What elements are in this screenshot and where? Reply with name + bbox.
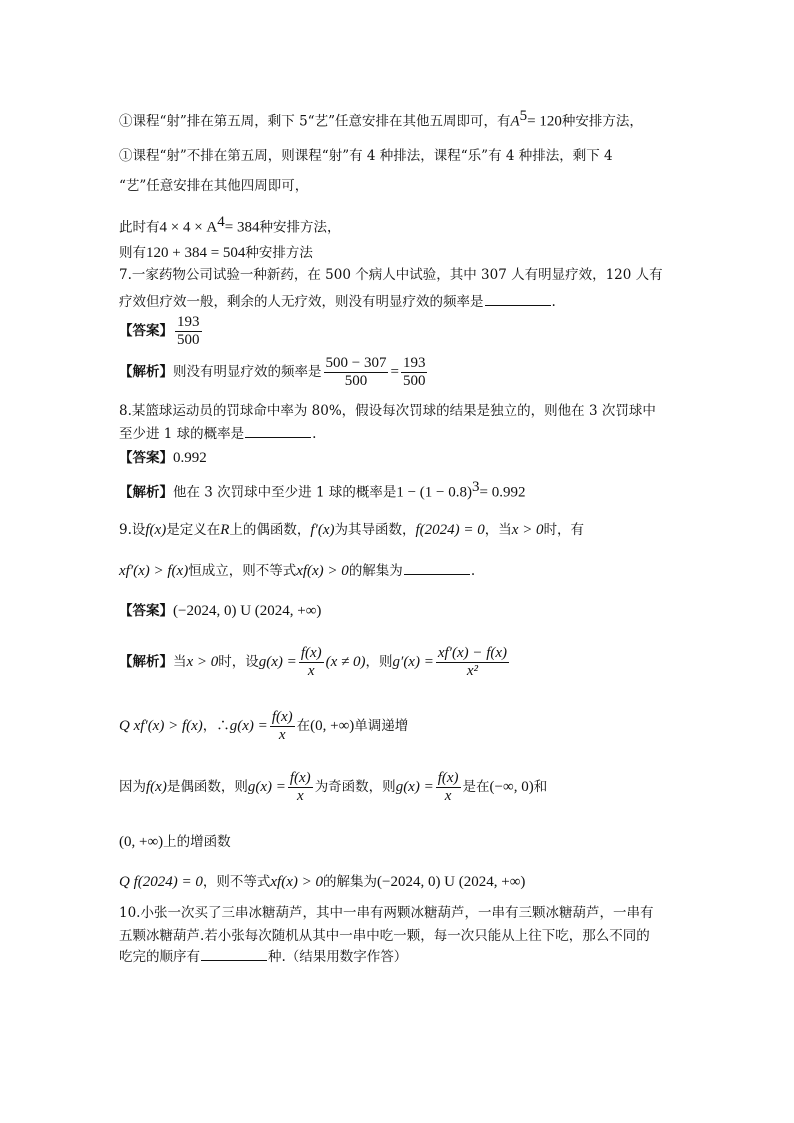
- question-10-text-3: 吃完的顺序有 种.（结果用数字作答）: [119, 949, 408, 965]
- question-8-text-cont: 至少进 1 球的概率是 .: [119, 426, 317, 442]
- answer-blank: [485, 292, 551, 306]
- answer-blank: [245, 424, 311, 438]
- question-9-analysis-5: Q f(2024) = 0，则不等式xf(x) > 0的解集为(−2024, 0) U (2024, +∞): [119, 874, 526, 890]
- solution-line-case1: ①课程“射”排在第五周，剩下 5“艺”任意安排在其他五周即可，有$A^5= 120$种安排方法，: [119, 108, 643, 130]
- solution-line-case2-cont: “艺”任意安排在其他四周即可，: [119, 178, 309, 194]
- question-8-analysis: 【解析】他在 3 次罚球中至少进 1 球的概率是$1 - (1 - 0.8)^3= 0.992$: [119, 479, 526, 501]
- fraction: $\frac{500 - 307}{500}$: [325, 355, 387, 389]
- fraction: $\frac{f(x)}{x}$: [289, 770, 311, 804]
- question-9-analysis-2: Q xf′(x) > f(x)，∴g(x) = $\frac{f(x)}{x}$ 在(0, +∞)单调递增: [119, 709, 409, 743]
- question-10-text-2: 五颗冰糖葫芦.若小张每次随机从其中一串中吃一颗，每一次只能从上往下吃，那么不同的: [119, 928, 650, 944]
- fraction: $\frac{f(x)}{x}$: [437, 770, 459, 804]
- solution-line-total: 则有120 + 384 = 504种安排方法: [119, 245, 313, 261]
- fraction: $\frac{193}{500}$: [177, 314, 200, 348]
- fraction: $\frac{f(x)}{x}$: [271, 709, 293, 743]
- question-8-text: 8.某篮球运动员的罚球命中率为 80%，假设每次罚球的结果是独立的，则他在 3 次罚球中: [119, 403, 656, 419]
- question-9-analysis-1: 【解析】当x > 0时，设g(x) = $\frac{f(x)}{x}$ (x ≠ 0)，则g′(x) = $\frac{xf'(x) - f(x)}{\text{x²}}$: [119, 645, 508, 679]
- solution-line-case2: ①课程“射”不排在第五周，则课程“射”有 4 种排法，课程“乐”有 4 种排法，剩下 4: [119, 148, 613, 164]
- question-7-text: 7.一家药物公司试验一种新药，在 500 个病人中试验，其中 307 人有明显疗效，120 人有: [119, 267, 663, 283]
- answer-blank: [404, 561, 470, 575]
- question-9-text-cont: xf′(x) > f(x)恒成立，则不等式xf(x) > 0的解集为 .: [119, 563, 476, 579]
- question-9-analysis-4: (0, +∞)上的增函数: [119, 834, 231, 850]
- question-7-text-cont: 疗效但疗效一般，剩余的人无疗效，则没有明显疗效的频率是 .: [119, 294, 556, 310]
- question-10-text: 10.小张一次买了三串冰糖葫芦，其中一串有两颗冰糖葫芦，一串有三颗冰糖葫芦，一串有: [119, 905, 654, 921]
- solution-line-count: 此时有$4 \times 4 \times A^4= 384$种安排方法，: [119, 214, 341, 236]
- fraction: $\frac{xf'(x) - f(x)}{\text{x²}}$: [437, 645, 508, 679]
- question-8-answer: 【答案】0.992: [119, 450, 207, 466]
- question-9-text: 9.设f(x)是定义在R上的偶函数，f′(x)为其导函数，f(2024) = 0，当x > 0时，有: [119, 522, 585, 538]
- fraction: $\frac{193}{500}$: [402, 355, 426, 389]
- question-7-analysis: 【解析】则没有明显疗效的频率是 $\frac{500 - 307}{500}$ = $\frac{193}{500}$: [119, 355, 426, 389]
- question-9-answer: 【答案】(−2024, 0) U (2024, +∞): [119, 603, 322, 619]
- question-7-answer: 【答案】 $\frac{193}{500}$: [119, 314, 200, 348]
- answer-blank: [201, 947, 267, 961]
- fraction: $\frac{f(x)}{x}$: [300, 645, 322, 679]
- question-9-analysis-3: 因为f(x)是偶函数，则g(x) = $\frac{f(x)}{x}$ 为奇函数，则g(x) = $\frac{f(x)}{x}$ 是在(−∞, 0)和: [119, 770, 548, 804]
